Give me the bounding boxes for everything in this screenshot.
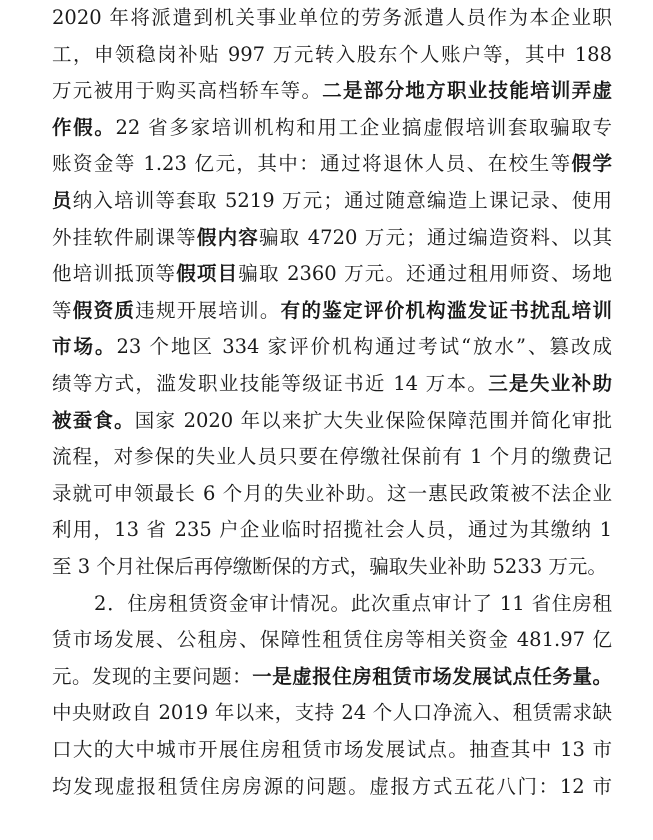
text-segment: 等 (52, 298, 73, 322)
bold-text-segment: 假内容 (196, 225, 259, 249)
text-segment: 账资金等 1.23 亿元，其中：通过将退休人员、在校生等 (52, 152, 572, 176)
text-segment: 2020 年将派遣到机关事业单位的劳务派遣人员作为本企业职 (52, 6, 612, 29)
text-segment: 元。发现的主要问题： (52, 664, 253, 688)
text-segment: 骗取 4720 万元；通过编造资料、以其 (258, 225, 612, 249)
text-segment: 22 省多家培训机构和用工企业搞虚假培训套取骗取专 (115, 115, 612, 139)
bold-text-segment: 假学 (571, 152, 612, 176)
text-line (52, 406, 612, 436)
text-segment: 23 个地区 334 家评价机构通过考试“放水”、篡改成 (116, 335, 612, 359)
text-segment: 他培训抵顶等 (52, 262, 177, 286)
text-line (52, 149, 612, 179)
text-segment: 绩等方式，滥发职业技能等级证书近 14 万本。 (52, 372, 489, 395)
text-line (52, 735, 612, 765)
text-line (52, 113, 612, 143)
text-segment: 中央财政自 2019 年以来，支持 24 个人口净流入、租赁需求缺 (52, 701, 612, 725)
text-line (52, 698, 612, 728)
text-segment: 违规开展培训。 (135, 298, 281, 322)
bold-text-segment: 二是部分地方职业技能培训弄虚 (322, 79, 612, 103)
text-line (52, 662, 612, 692)
text-segment: 骗取 2360 万元。还通过租用师资、场地 (238, 262, 612, 286)
text-line (52, 40, 612, 70)
text-line (52, 223, 612, 253)
text-segment: 口大的大中城市开展住房租赁市场发展试点。抽查其中 13 市 (52, 738, 612, 761)
text-segment: 流程，对参保的失业人员只要在停缴社保前有 1 个月的缴费记 (52, 445, 612, 469)
text-segment: 至 3 个月社保后再停缴断保的方式，骗取失业补助 5233 万元。 (52, 555, 607, 578)
text-segment: 赁市场发展、公租房、保障性租赁住房等相关资金 481.97 亿 (52, 628, 612, 652)
text-line (52, 3, 612, 33)
bold-text-segment: 市场。 (52, 335, 117, 359)
text-segment: 录就可申领最长 6 个月的失业补助。这一惠民政策被不法企业 (52, 481, 612, 505)
text-segment: 国家 2020 年以来扩大失业保险保障范围并简化审批 (134, 408, 612, 432)
text-line (52, 515, 612, 545)
text-line (52, 369, 612, 399)
text-line (52, 625, 612, 655)
bold-text-segment: 三是失业补助 (488, 372, 612, 395)
text-line (52, 772, 612, 802)
bold-text-segment: 被蚕食。 (52, 408, 135, 432)
bold-text-segment: 有的鉴定评价机构滥发证书扰乱培训 (280, 298, 612, 322)
text-segment: 均发现虚报租赁住房房源的问题。虚报方式五花八门：12 市 (52, 774, 612, 798)
text-segment: 利用，13 省 235 户企业临时招揽社会人员，通过为其缴纳 1 (52, 518, 612, 542)
text-line (52, 442, 612, 472)
text-line (52, 332, 612, 362)
text-segment: 外挂软件刷课等 (52, 225, 197, 249)
bold-text-segment: 作假。 (52, 115, 116, 139)
text-line (94, 589, 612, 619)
text-line (52, 186, 612, 216)
text-line (52, 479, 612, 509)
bold-text-segment: 一是虚报住房租赁市场发展试点任务量。 (252, 664, 612, 688)
text-line (52, 552, 612, 582)
text-line (52, 296, 612, 326)
text-segment: 工，申领稳岗补贴 997 万元转入股东个人账户等，其中 188 (52, 42, 612, 66)
text-line (52, 259, 612, 289)
bold-text-segment: 假资质 (72, 298, 136, 322)
bold-text-segment: 员 (52, 189, 73, 212)
text-segment: 万元被用于购买高档轿车等。 (52, 79, 323, 103)
bold-text-segment: 假项目 (176, 262, 239, 286)
text-segment: 纳入培训等套取 5219 万元；通过随意编造上课记录、使用 (72, 189, 612, 212)
text-line (52, 76, 612, 106)
text-segment: 2．住房租赁资金审计情况。此次重点审计了 11 省住房租 (94, 591, 612, 615)
